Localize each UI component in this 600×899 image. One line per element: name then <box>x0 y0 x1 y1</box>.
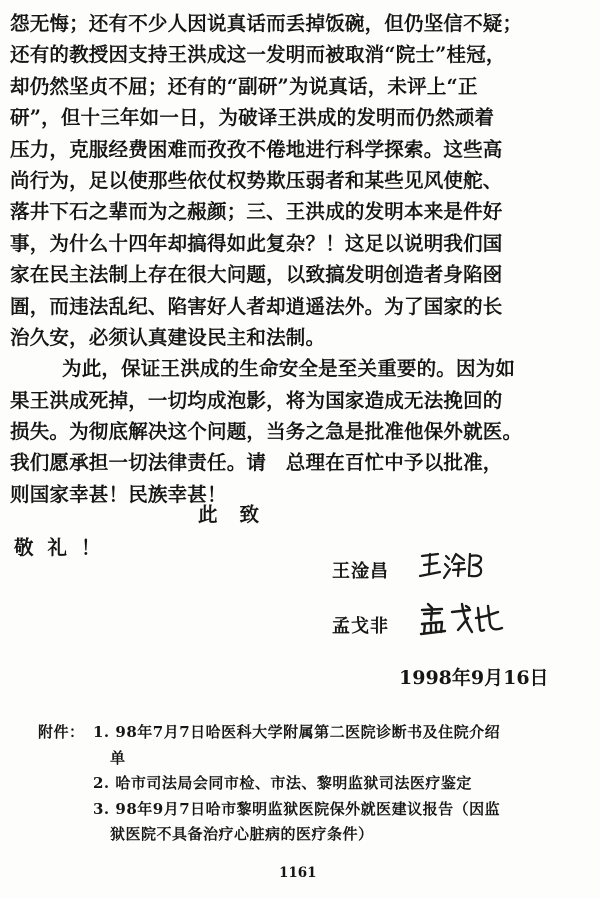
signer-name: 孟戈非 <box>332 616 389 637</box>
body-line: 压力，克服经费困难而孜孜不倦地进行科学探索。这些高 <box>10 137 503 161</box>
body-line: 研”，但十三年如一日，为破译王洪成的发明而仍然顽着 <box>10 106 495 130</box>
body-line: 却仍然坚贞不屈；还有的“副研”为说真话，未评上“正 <box>10 74 478 98</box>
letter-body <box>10 8 592 510</box>
attachment-item: 2. 哈市司法局会同市检、市法、黎明监狱司法医疗鉴定 <box>93 774 472 792</box>
body-line: 治久安，必须认真建设民主和法制。 <box>10 325 326 349</box>
attachment-item: 狱医院不具备治疗心脏病的医疗条件） <box>110 825 374 843</box>
body-line: 家在民主法制上存在很大问题，以致搞发明创造者身陷囹 <box>10 263 503 287</box>
closing-salutation-2: 敬礼！ <box>14 536 115 559</box>
body-line: 事，为什么十四年却搞得如此复杂？！这足以说明我们国 <box>10 231 503 255</box>
body-line: 怨无悔；还有不少人因说真话而丢掉饭碗，但仍坚信不疑； <box>10 12 523 35</box>
body-line: 圄，而违法乱纪、陷害好人者却逍遥法外。为了国家的长 <box>10 294 503 318</box>
handwritten-signature <box>418 546 492 586</box>
body-line: 损失。为彻底解决这个问题，当务之急是批准他保外就医。 <box>10 420 523 444</box>
body-line: 果王洪成死掉，一切均成泡影，将为国家造成无法挽回的 <box>10 388 503 412</box>
body-line: 我们愿承担一切法律责任。请 总理在百忙中予以批准， <box>10 451 503 475</box>
attachment-item: 3. 98年9月7日哈市黎明监狱医院保外就医建议报告（因监 <box>93 800 501 818</box>
body-line: 落井下石之辈而为之赧颜；三、王洪成的发明本来是件好 <box>10 200 503 224</box>
page-number: 1161 <box>279 865 317 881</box>
body-line: 则国家幸甚！民族幸甚！ <box>10 482 227 506</box>
signer-name: 王淦昌 <box>332 561 389 582</box>
letter-date: 1998年9月16日 <box>399 667 549 689</box>
body-line: 为此，保证王洪成的生命安全是至关重要的。因为如 <box>62 357 516 381</box>
attachments-label: 附件： <box>38 723 85 741</box>
handwritten-signature <box>418 598 510 640</box>
body-line: 尚行为，足以使那些依仗权势欺压弱者和某些见风使舵、 <box>10 168 503 192</box>
attachment-item: 1. 98年7月7日哈医科大学附属第二医院诊断书及住院介绍 <box>93 723 501 741</box>
closing-salutation-1: 此致 <box>198 503 282 526</box>
attachment-item: 单 <box>110 749 126 767</box>
body-line: 还有的教授因支持王洪成这一发明而被取消“院士”桂冠， <box>10 43 506 67</box>
